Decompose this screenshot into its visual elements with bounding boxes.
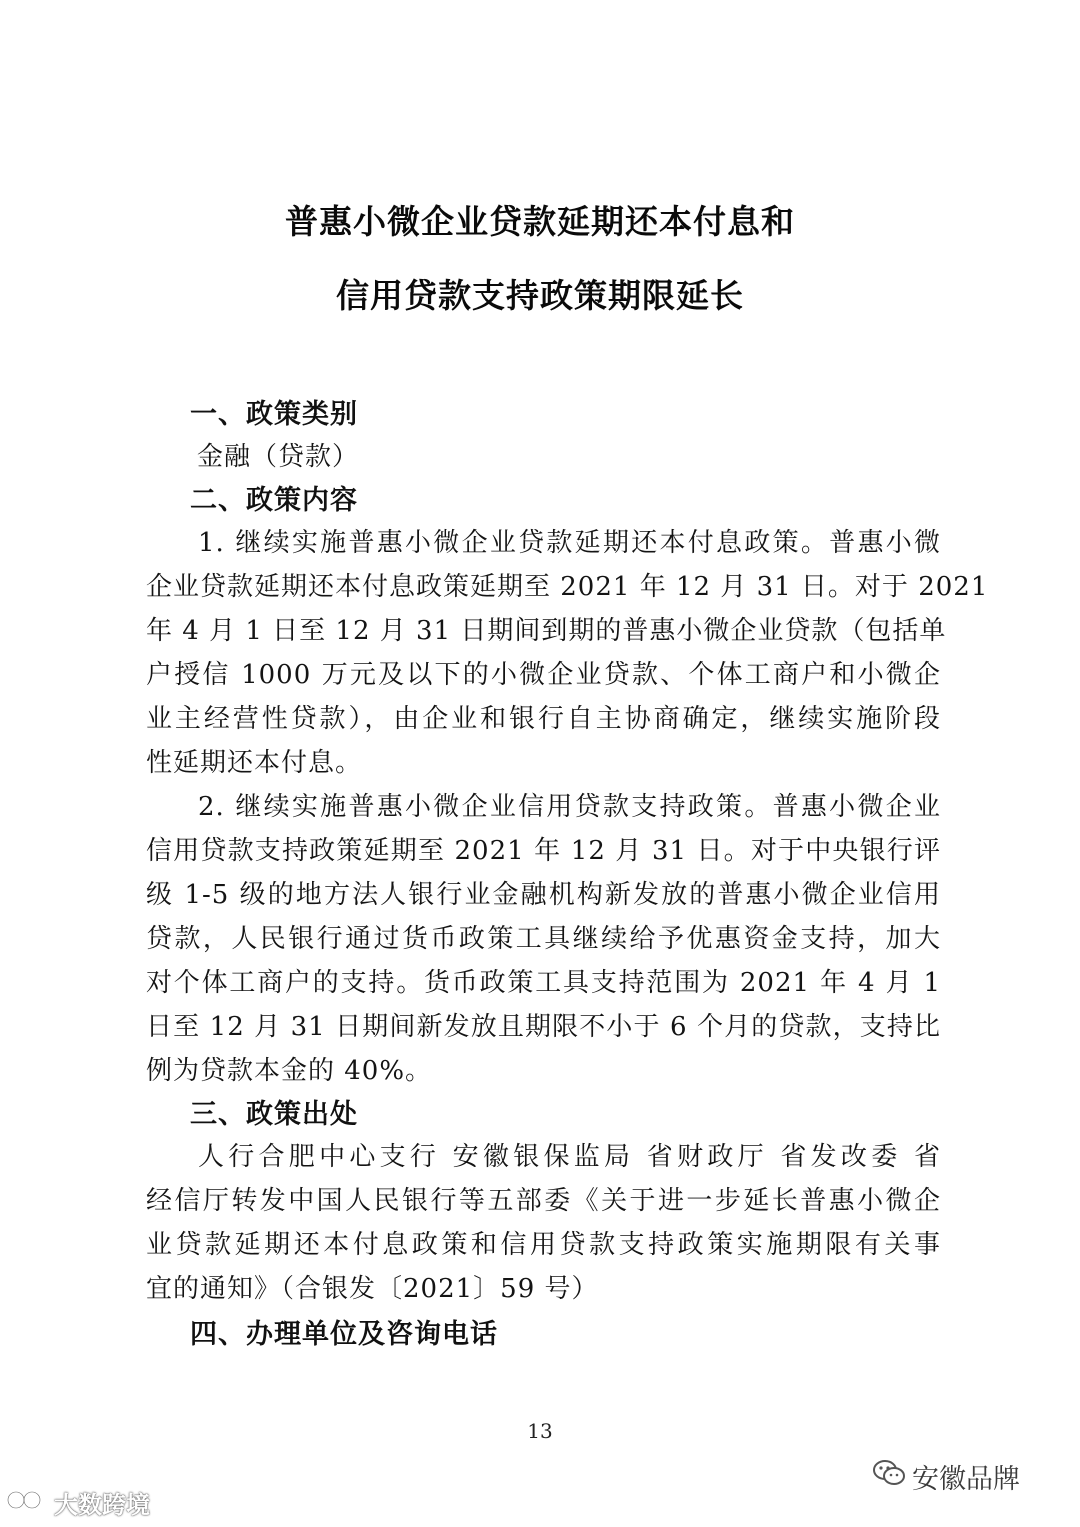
document-title-line-1: 普惠小微企业贷款延期还本付息和 xyxy=(285,202,795,241)
paragraph-line: 户授信 1000 万元及以下的小微企业贷款、个体工商户和小微企 xyxy=(146,660,941,690)
section-heading-contact: 四、办理单位及咨询电话 xyxy=(190,1319,498,1350)
logo-icon xyxy=(6,1487,50,1519)
paragraph-line: 级 1-5 级的地方法人银行业金融机构新发放的普惠小微企业信用 xyxy=(146,880,941,910)
watermark-left xyxy=(6,1485,150,1520)
page-number: 13 xyxy=(527,1419,553,1443)
watermark-right xyxy=(872,1457,1020,1496)
paragraph-line: 人行合肥中心支行 安徽银保监局 省财政厅 省发改委 省 xyxy=(198,1142,941,1172)
paragraph-line: 1. 继续实施普惠小微企业贷款延期还本付息政策。普惠小微 xyxy=(198,528,941,558)
paragraph-line: 经信厅转发中国人民银行等五部委《关于进一步延长普惠小微企 xyxy=(146,1186,941,1216)
paragraph-line: 性延期还本付息。 xyxy=(146,748,363,778)
document-title-line-2: 信用贷款支持政策期限延长 xyxy=(336,276,744,315)
paragraph-line: 业贷款延期还本付息政策和信用贷款支持政策实施期限有关事 xyxy=(146,1230,941,1260)
paragraph-line: 对个体工商户的支持。货币政策工具支持范围为 2021 年 4 月 1 xyxy=(146,968,941,998)
paragraph-line: 企业贷款延期还本付息政策延期至 2021 年 12 月 31 日。对于 2021 xyxy=(146,572,989,602)
paragraph-line: 宜的通知》（合银发〔2021〕59 号） xyxy=(146,1274,599,1304)
paragraph-line: 2. 继续实施普惠小微企业信用贷款支持政策。普惠小微企业 xyxy=(198,792,941,822)
section-body-category: 金融（贷款） xyxy=(197,442,360,472)
paragraph-line: 年 4 月 1 日至 12 月 31 日期间到期的普惠小微企业贷款（包括单 xyxy=(146,616,947,646)
section-heading-content: 二、政策内容 xyxy=(190,485,358,516)
paragraph-line: 信用贷款支持政策延期至 2021 年 12 月 31 日。对于中央银行评 xyxy=(146,836,941,866)
section-heading-category: 一、政策类别 xyxy=(190,399,358,430)
paragraph-line: 例为贷款本金的 40%。 xyxy=(146,1056,433,1086)
section-heading-source: 三、政策出处 xyxy=(190,1099,358,1130)
paragraph-line: 贷款，人民银行通过货币政策工具继续给予优惠资金支持，加大 xyxy=(146,924,941,954)
paragraph-line: 日至 12 月 31 日期间新发放且期限不小于 6 个月的贷款，支持比 xyxy=(146,1012,941,1042)
watermark-left-text: 大数跨境 xyxy=(54,1491,150,1519)
wechat-icon xyxy=(872,1458,906,1495)
watermark-right-text: 安徽品牌 xyxy=(912,1464,1020,1495)
paragraph-line: 业主经营性贷款），由企业和银行自主协商确定，继续实施阶段 xyxy=(146,704,941,734)
